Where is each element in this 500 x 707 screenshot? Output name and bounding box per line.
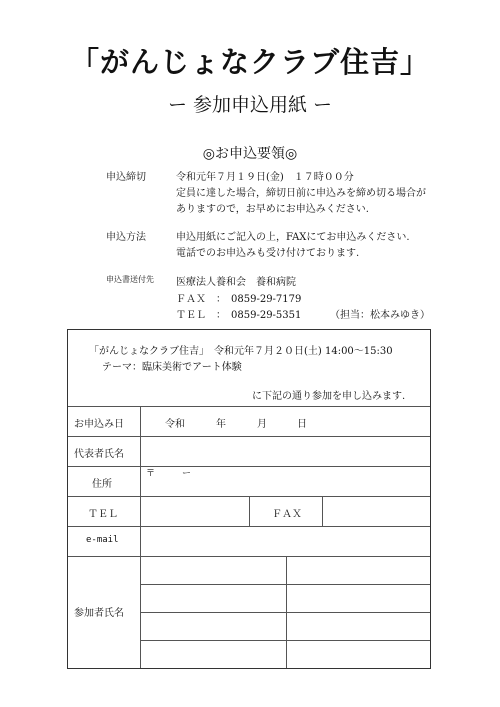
deadline-line: ありますので，お早めにお申込みください.	[176, 204, 369, 215]
deadline-line: 令和元年７月１９日(金) １７時００分	[176, 172, 354, 183]
document-subtitle: ー 参加申込用紙 ー	[167, 94, 333, 116]
apply-line: に下記の通り参加を申し込みます.	[252, 391, 406, 402]
address-label: 住所	[92, 479, 112, 490]
participants-label: 参加者氏名	[74, 608, 124, 619]
destination-label: 申込書送付先	[106, 275, 154, 284]
destination-tel: ＴＥＬ ： 0859-29-5351	[176, 310, 302, 321]
representative-label: 代表者氏名	[74, 449, 124, 460]
date-year: 年	[216, 419, 226, 430]
method-label: 申込方法	[106, 232, 146, 243]
document-title: 「がんじょなクラブ住吉」	[69, 45, 430, 79]
tel-label: ＴＥＬ	[88, 509, 118, 520]
destination-fax: ＦＡＸ ： 0859-29-7179	[176, 294, 302, 305]
date-month: 月	[257, 419, 267, 430]
date-era: 令和	[165, 419, 185, 430]
fax-label: ＦＡＸ	[272, 509, 302, 520]
postal-mark: 〒 ー	[146, 469, 192, 479]
method-line: 申込用紙にご記入の上，FAXにてお申込みください.	[176, 232, 410, 243]
date-label: お申込み日	[74, 419, 124, 430]
event-line: 「がんじょなクラブ住吉」 令和元年７月２０日(土) 14:00～15:30	[89, 346, 393, 357]
destination-contact: （担当：松本みゆき）	[330, 310, 430, 321]
method-line: 電話でのお申込みも受け付けております.	[176, 248, 360, 259]
date-day: 日	[297, 419, 307, 430]
theme-line: テーマ：臨床美術でアート体験	[102, 362, 242, 373]
section-heading: ◎お申込要領◎	[202, 146, 298, 162]
email-label: e-mail	[86, 535, 119, 545]
deadline-label: 申込締切	[106, 172, 146, 183]
destination-org: 医療法人養和会 養和病院	[176, 277, 296, 288]
deadline-line: 定員に達した場合，締切日前に申込みを締め切る場合が	[176, 188, 426, 199]
application-form	[67, 329, 431, 669]
